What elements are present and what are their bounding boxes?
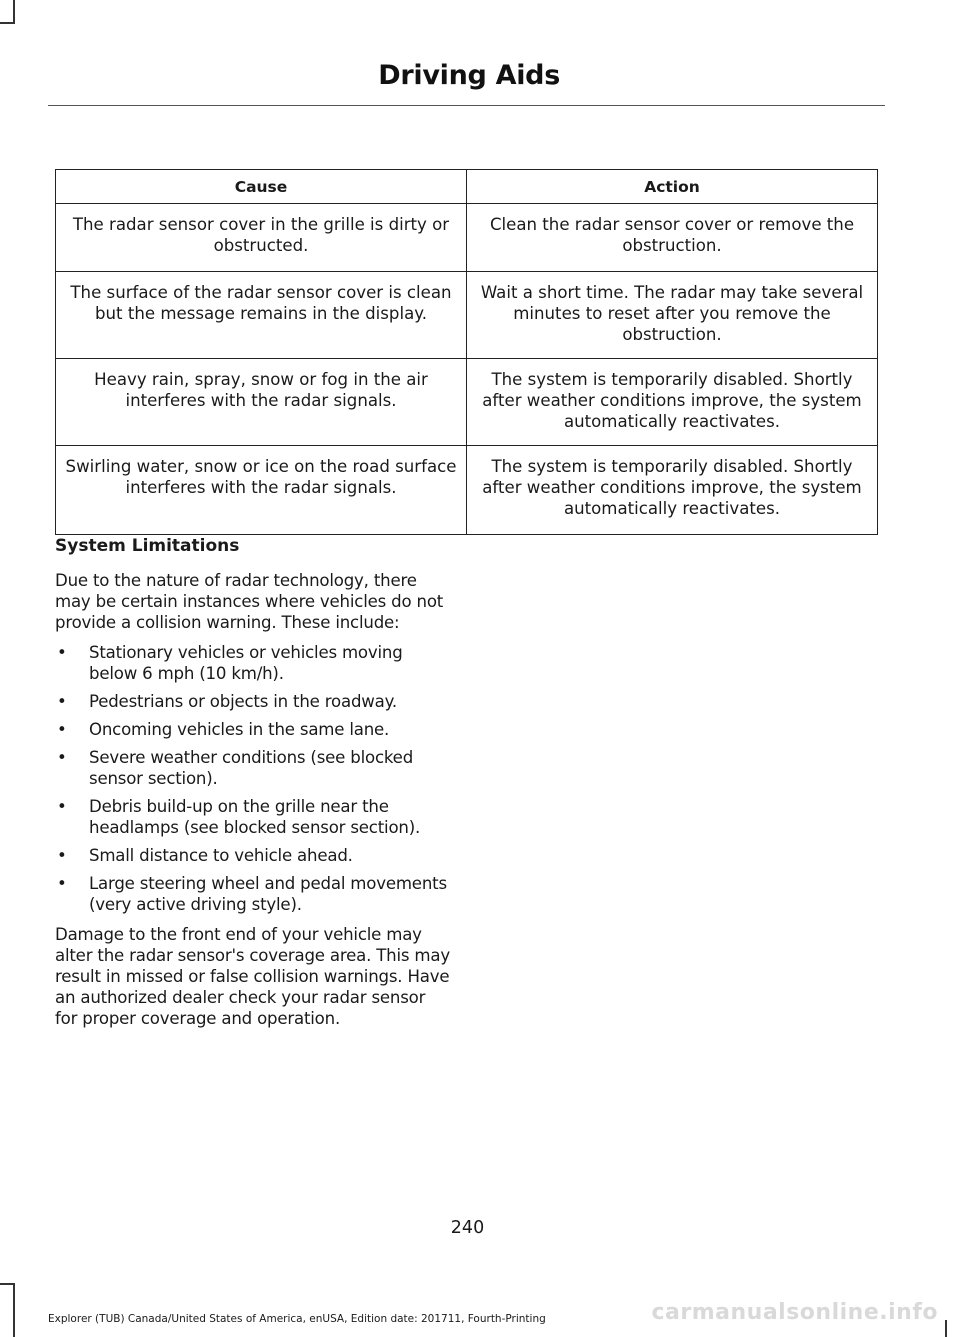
bullet-glyph: • [57, 720, 67, 739]
cause-action-table [55, 169, 878, 535]
bullet-glyph: • [57, 748, 67, 767]
list-item [55, 747, 450, 789]
crop-mark-bottom-left-vertical [13, 1283, 15, 1337]
system-limitations-section [55, 536, 450, 1038]
limitations-list [55, 642, 450, 915]
cause-cell: Heavy rain, spray, snow or fog in the air interferes with the radar signals. [56, 359, 467, 446]
cause-cell: The surface of the radar sensor cover is clean but the message remains in the display. [56, 272, 467, 359]
closing-paragraph: Damage to the front end of your vehicle may alter the radar sensor's coverage area. This may result in missed or false collision warnings. Have an authorized dealer check your radar sensor for proper coverage and operation. [55, 925, 450, 1028]
table-header-row [56, 170, 878, 204]
action-cell: The system is temporarily disabled. Shortly after weather conditions improve, the system automatically reactivates. [467, 359, 878, 446]
bullet-glyph: • [57, 692, 67, 711]
header-divider [48, 105, 885, 106]
site-watermark: carmanualsonline.info [651, 1300, 938, 1325]
table-row [56, 359, 878, 446]
crop-mark-top-left-horizontal [0, 22, 15, 24]
bullet-glyph: • [57, 643, 67, 662]
list-item-text: Severe weather conditions (see blocked sensor section). [89, 748, 414, 788]
action-cell: Wait a short time. The radar may take several minutes to reset after you remove the obstruction. [467, 272, 878, 359]
list-item-text: Large steering wheel and pedal movements (very active driving style). [89, 874, 447, 914]
list-item-text: Debris build-up on the grille near the headlamps (see blocked sensor section). [89, 797, 421, 837]
list-item [55, 719, 450, 740]
list-item-text: Pedestrians or objects in the roadway. [89, 692, 397, 711]
page-header-title: Driving Aids [378, 60, 560, 91]
bullet-glyph: • [57, 797, 67, 816]
list-item [55, 642, 450, 684]
action-cell: The system is temporarily disabled. Shortly after weather conditions improve, the system automatically reactivates. [467, 446, 878, 535]
table-row [56, 446, 878, 535]
list-item-text: Small distance to vehicle ahead. [89, 846, 353, 865]
section-heading: System Limitations [55, 536, 240, 556]
list-item [55, 796, 450, 838]
list-item-text: Stationary vehicles or vehicles moving below 6 mph (10 km/h). [89, 643, 403, 683]
table-row [56, 272, 878, 359]
bullet-glyph: • [57, 846, 67, 865]
intro-paragraph: Due to the nature of radar technology, there may be certain instances where vehicles do not provide a collision warning. These include: [55, 571, 444, 632]
bullet-glyph: • [57, 874, 67, 893]
page-number: 240 [450, 1218, 485, 1238]
table-row [56, 204, 878, 272]
action-cell: Clean the radar sensor cover or remove the obstruction. [467, 204, 878, 272]
crop-mark-top-left-vertical [13, 0, 15, 24]
column-header-action: Action [467, 170, 878, 204]
crop-mark-bottom-right-vertical [945, 1320, 947, 1337]
crop-mark-bottom-left-horizontal [0, 1283, 15, 1285]
cause-cell: The radar sensor cover in the grille is dirty or obstructed. [56, 204, 467, 272]
list-item [55, 691, 450, 712]
list-item [55, 873, 450, 915]
list-item-text: Oncoming vehicles in the same lane. [89, 720, 390, 739]
cause-cell: Swirling water, snow or ice on the road surface interferes with the radar signals. [56, 446, 467, 535]
column-header-cause: Cause [56, 170, 467, 204]
footer-edition-text: Explorer (TUB) Canada/United States of America, enUSA, Edition date: 201711, Fourth-Printing [48, 1313, 546, 1325]
list-item [55, 845, 450, 866]
